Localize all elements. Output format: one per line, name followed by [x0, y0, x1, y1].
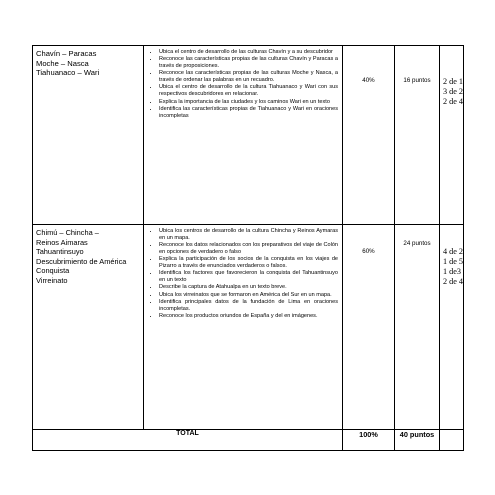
- points-cell: 16 puntos: [395, 46, 440, 225]
- topic-item: Tahuantinsuyo: [36, 247, 84, 257]
- question-item: 1 de 5: [443, 257, 464, 266]
- total-points: 40 puntos: [395, 430, 440, 451]
- topics-cell: [33, 46, 144, 225]
- percent-cell: 40%: [343, 46, 395, 225]
- topic-item: Tiahuanaco – Wari: [36, 68, 100, 78]
- capacity-item: • Describe la captura de Atahualpa en un texto breve.: [159, 284, 338, 291]
- question-item: 1 de3: [443, 267, 461, 276]
- capacity-item: • Ubica el centro de desarrollo de las culturas Chavín y a su descubridor: [159, 49, 338, 56]
- capacity-item: • Explica la importancia de las ciudades y los caminos Wari en un texto: [159, 99, 338, 106]
- topic-item: Moche – Nasca: [36, 58, 89, 68]
- capacity-item: • Reconoce los productos oriundos de España y del en imágenes.: [159, 313, 338, 320]
- topic-item: Virreinato: [36, 275, 68, 285]
- capacities-cell: [144, 46, 343, 225]
- capacity-item: • Identifica los factores que favorecieron la conquista del Tahuantinsuyo en un texto: [159, 270, 338, 284]
- capacities-list: [144, 46, 342, 122]
- topic-item: Conquista: [36, 266, 70, 276]
- question-item: 3 de 2: [443, 87, 464, 96]
- capacity-item: • Ubica los centros de desarrollo de la cultura Chincha y Reinos Aymaras en un mapa.: [159, 228, 338, 242]
- total-percent: 100%: [343, 430, 395, 451]
- topics-cell: [33, 225, 144, 430]
- questions-cell: [440, 225, 464, 430]
- percent-cell: 60%: [343, 225, 395, 430]
- question-item: 2 de 4: [443, 97, 464, 106]
- total-label: TOTAL: [33, 430, 343, 451]
- points-cell: 24 puntos: [395, 225, 440, 430]
- capacity-item: • Reconoce las características propias de las culturas Chavín y Paracas a través de proposiciones.: [159, 56, 338, 70]
- evaluation-table: [32, 45, 464, 451]
- capacity-item: • Explica la participación de los socios de la conquista en los viajes de Pizarro a través de enunciados verdaderos o falsos.: [159, 256, 338, 270]
- total-questions-cell: [440, 430, 464, 451]
- total-row: [33, 430, 464, 451]
- topic-item: Descubrimiento de América: [36, 256, 127, 266]
- capacity-item: • Identifica las características propias de Tiahuanaco y Wari en oraciones incompletas: [159, 106, 338, 120]
- question-item: 4 de 2: [443, 247, 464, 256]
- topic-item: Chimú – Chincha – Reinos Aimaras: [36, 228, 99, 247]
- capacities-list: [144, 225, 342, 322]
- capacities-cell: [144, 225, 343, 430]
- capacity-item: • Reconoce las características propias de las culturas Moche y Nasca, a través de ordenar las palabras en un recuadro.: [159, 70, 338, 84]
- question-item: 2 de 4: [443, 277, 464, 286]
- table-row: [33, 225, 464, 430]
- capacity-item: • Reconoce los datos relacionados con los preparativos del viaje de Colón en opciones de verdadero o falso: [159, 242, 338, 256]
- questions-cell: [440, 46, 464, 225]
- question-item: 2 de 1: [443, 77, 464, 86]
- capacity-item: • Identifica principales datos de la fundación de Lima en oraciones incompletas.: [159, 299, 338, 313]
- topic-item: Chavín – Paracas: [36, 49, 97, 58]
- table-row: [33, 46, 464, 225]
- capacity-item: • Ubica los virreinatos que se formaron en América del Sur en un mapa.: [159, 292, 338, 299]
- capacity-item: • Ubica el centro de desarrollo de la cultura Tiahuanaco y Wari con sus respectivos descubridores en relacionar.: [159, 84, 338, 98]
